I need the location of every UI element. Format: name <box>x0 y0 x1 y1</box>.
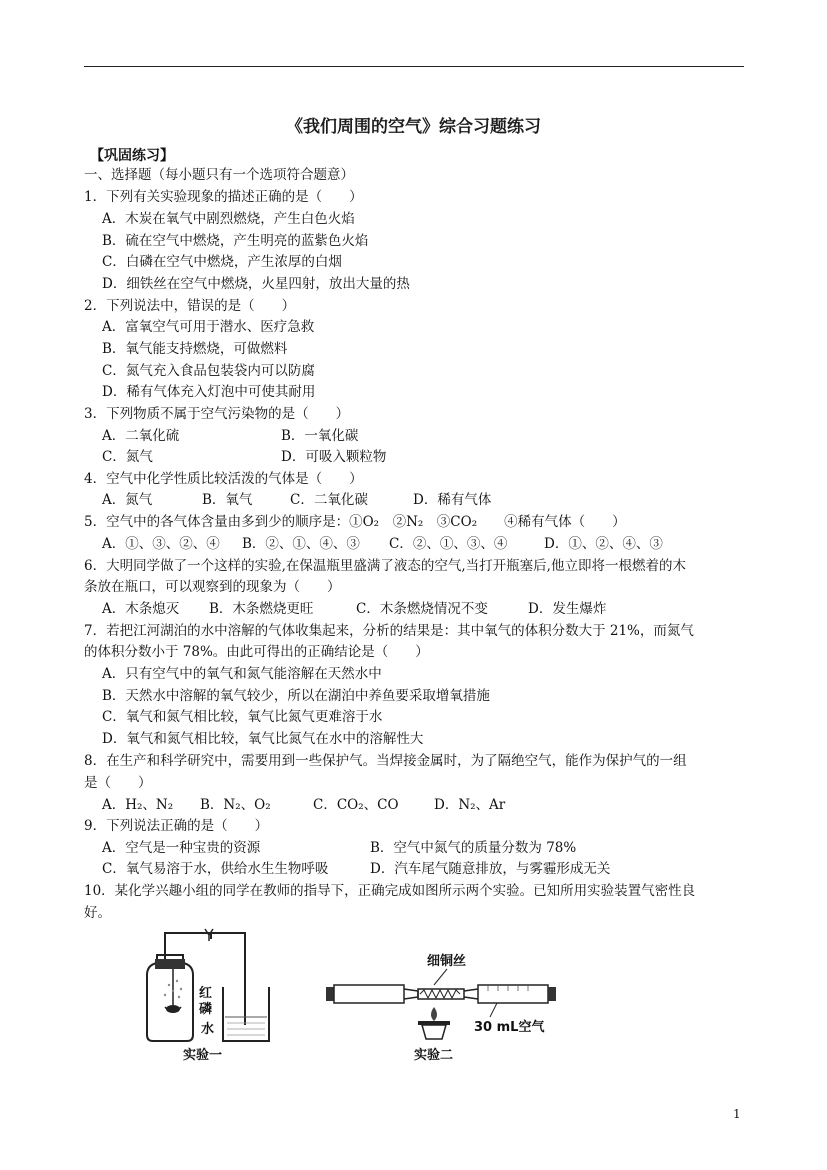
question-stem: 10．某化学兴趣小组的同学在教师的指导下，正确完成如图所示两个实验。已知所用实验装置气密性良 <box>84 883 696 899</box>
label-copper-wire: 细铜丝 <box>427 954 467 969</box>
option: A．木炭在氧气中剧烈燃烧，产生白色火焰 <box>102 211 355 227</box>
option: B．一氧化碳 <box>281 428 359 444</box>
option: A．木条熄灭 <box>102 601 180 617</box>
option: D．可吸入颗粒物 <box>281 449 387 465</box>
option: A．空气是一种宝贵的资源 <box>102 840 261 856</box>
part-heading: 一、选择题（每小题只有一个选项符合题意） <box>84 167 354 183</box>
option: B．天然水中溶解的氧气较少，所以在湖泊中养鱼要采取增氧措施 <box>102 688 490 704</box>
option: A．富氧空气可用于潜水、医疗急救 <box>102 319 315 335</box>
option: D．氧气和氮气相比较，氧气比氮气在水中的溶解性大 <box>102 731 424 747</box>
option: B．氧气能支持燃烧，可做燃料 <box>102 341 288 357</box>
option: C．二氧化碳 <box>290 492 368 508</box>
option: C．氮气充入食品包装袋内可以防腐 <box>102 363 315 379</box>
question-stem: 6．大明同学做了一个这样的实验,在保温瓶里盛满了液态的空气,当打开瓶塞后,他立即将一根燃着的木 <box>84 558 686 574</box>
option: C．氧气易溶于水，供给水生生物呼吸 <box>102 861 329 877</box>
option: A．只有空气中的氧气和氮气能溶解在天然水中 <box>102 666 382 682</box>
option: D．稀有气体 <box>413 492 492 508</box>
option: D．细铁丝在空气中燃烧，火星四射，放出大量的热 <box>102 276 410 292</box>
option: C．白磷在空气中燃烧，产生浓厚的白烟 <box>102 254 342 270</box>
question-stem: 9．下列说法正确的是（ ） <box>84 818 269 834</box>
option: D．发生爆炸 <box>528 601 607 617</box>
label-air: 30 mL空气 <box>474 1020 545 1035</box>
question-stem: 1．下列有关实验现象的描述正确的是（ ） <box>84 189 363 205</box>
option: C．氮气 <box>102 449 153 465</box>
option: B．②、①、④、③ <box>242 536 360 552</box>
question-stem: 的体积分数小于 78%。由此可得出的正确结论是（ ） <box>84 644 429 660</box>
option: B．空气中氮气的质量分数为 78% <box>370 840 577 856</box>
question-stem: 是（ ） <box>84 775 152 791</box>
option: B．硫在空气中燃烧，产生明亮的蓝紫色火焰 <box>102 233 369 249</box>
option: D．汽车尾气随意排放，与雾霾形成无关 <box>370 861 611 877</box>
option: A．氮气 <box>102 492 153 508</box>
page-title: 《我们周围的空气》综合习题练习 <box>286 117 541 137</box>
question-stem: 5．空气中的各气体含量由多到少的顺序是：①O₂ ②N₂ ③CO₂ ④稀有气体（ ） <box>84 514 626 530</box>
option: D．稀有气体充入灯泡中可使其耐用 <box>102 384 316 400</box>
question-stem: 7．若把江河湖泊的水中溶解的气体收集起来，分析的结果是：其中氧气的体积分数大于 21%，而氮气 <box>84 623 694 639</box>
option: B．木条燃烧更旺 <box>209 601 314 617</box>
red-phosphorus <box>166 1005 180 1013</box>
page-number: 1 <box>733 1107 741 1121</box>
option: B．氧气 <box>202 492 253 508</box>
question-stem: 8．在生产和科学研究中，需要用到一些保护气。当焊接金属时，为了隔绝空气，能作为保护气的一组 <box>84 753 687 769</box>
question-stem: 4．空气中化学性质比较活泼的气体是（ ） <box>84 471 363 487</box>
option: D．N₂、Ar <box>434 797 506 813</box>
experiment-two-figure <box>322 925 572 1065</box>
experiment-one-figure <box>135 925 275 1065</box>
figure1-caption: 实验一 <box>183 1048 223 1063</box>
stopper <box>155 959 185 969</box>
section-heading: 【巩固练习】 <box>90 148 174 164</box>
label-water: 水 <box>201 1022 215 1037</box>
option: D．①、②、④、③ <box>544 536 663 552</box>
option: C．②、①、③、④ <box>389 536 508 552</box>
option: A．①、③、②、④ <box>102 536 220 552</box>
option: C．CO₂、CO <box>313 797 399 813</box>
question-stem: 好。 <box>84 905 111 921</box>
option: C．木条燃烧情况不变 <box>356 601 488 617</box>
label-red: 红 <box>199 986 213 1001</box>
option: A．H₂、N₂ <box>102 797 174 813</box>
option: A．二氧化硫 <box>102 428 180 444</box>
option: B．N₂、O₂ <box>200 797 271 813</box>
option: C．氧气和氮气相比较，氧气比氮气更难溶于水 <box>102 709 383 725</box>
question-stem: 3．下列物质不属于空气污染物的是（ ） <box>84 406 350 422</box>
label-phosphorus: 磷 <box>199 1002 213 1017</box>
question-stem: 条放在瓶口，可以观察到的现象为（ ） <box>84 579 341 595</box>
figure2-caption: 实验二 <box>414 1048 454 1063</box>
header-rule <box>84 66 744 67</box>
question-stem: 2．下列说法中，错误的是（ ） <box>84 298 296 314</box>
